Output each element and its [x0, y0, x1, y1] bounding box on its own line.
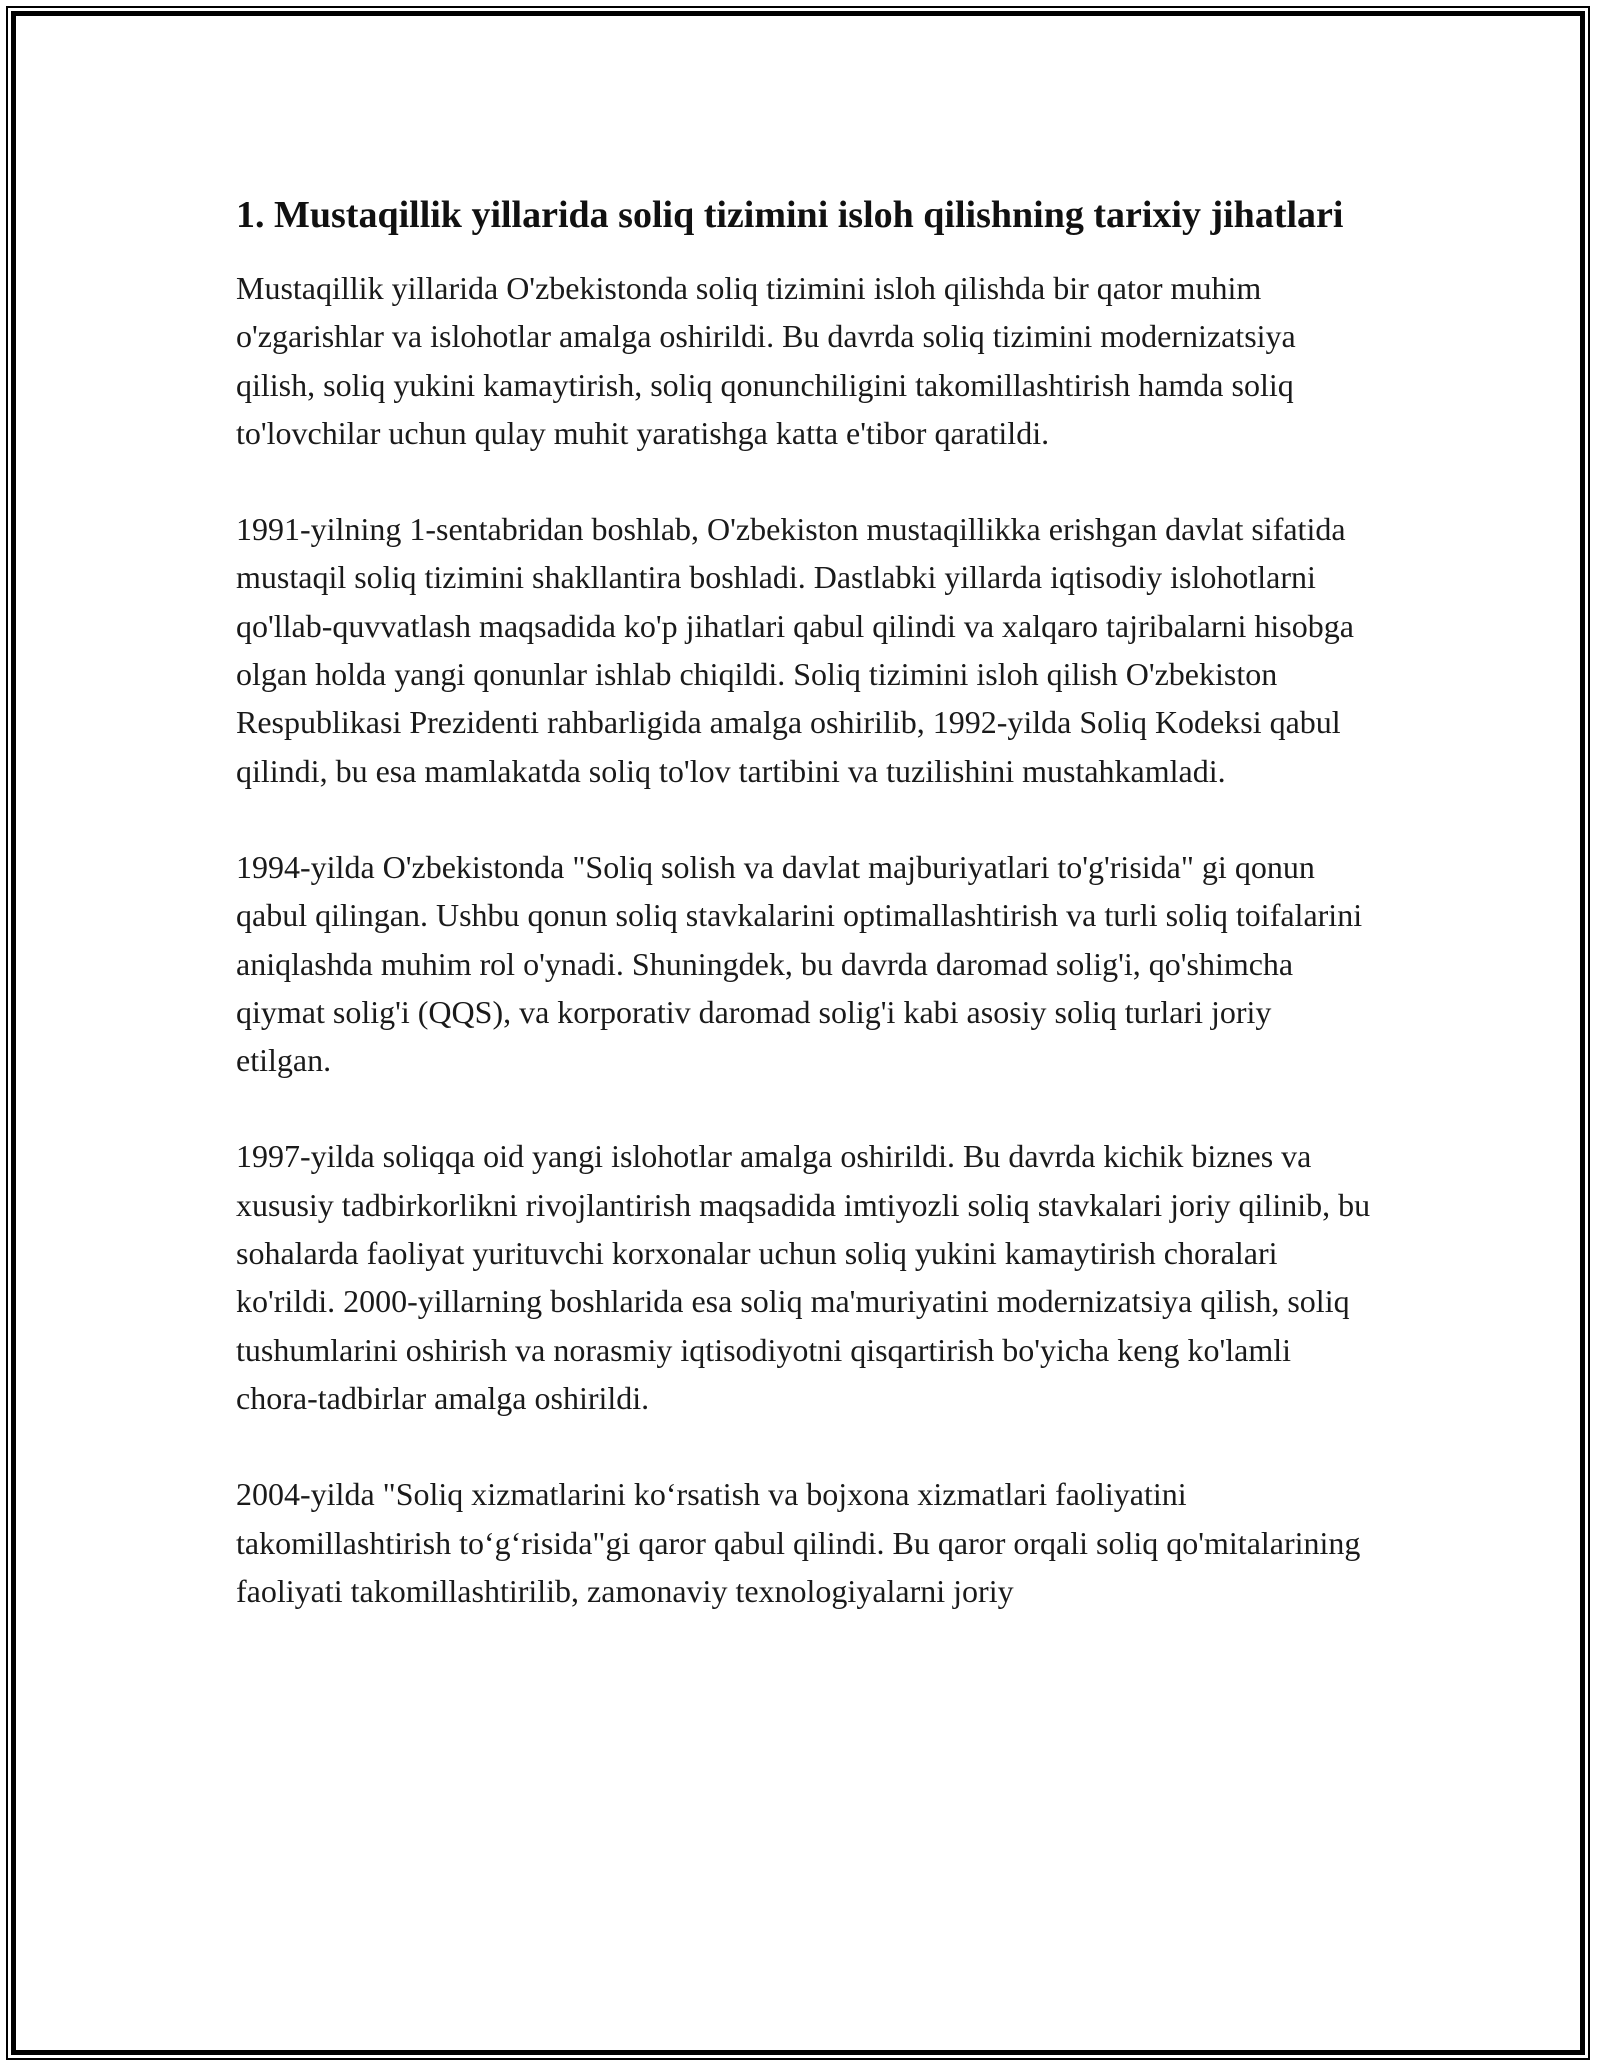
section-heading: 1. Mustaqillik yillarida soliq tizimini isloh qilishning tarixiy jihatlari [236, 194, 1344, 236]
document-body [236, 188, 1371, 1663]
paragraph-5: 2004-yilda "Soliq xizmatlarini ko‘rsatish va bojxona xizmatlari faoliyatini takomillashtirish to‘g‘risida"gi qaror qabul qilindi. Bu qaror orqali soliq qo'mitalarining faoliyati takomillashtirilib, zamonaviy texnologiyalarni joriy [236, 1476, 1361, 1609]
paragraph-1: Mustaqillik yillarida O'zbekistonda soliq tizimini isloh qilishda bir qator muhim o'zgarishlar va islohotlar amalga oshirildi. Bu davrda soliq tizimini modernizatsiya qilish, soliq yukini kamaytirish, soliq qonunchiligini takomillashtirish hamda soliq to'lovchilar uchun qulay muhit yaratishga katta e'tibor qaratildi. [236, 270, 1296, 451]
paragraph-4: 1997-yilda soliqqa oid yangi islohotlar amalga oshirildi. Bu davrda kichik biznes va xususiy tadbirkorlikni rivojlantirish maqsadida imtiyozli soliq stavkalari joriy qilinib, bu sohalarda faoliyat yurituvchi korxonalar uchun soliq yukini kamaytirish choralari ko'rildi. 2000-yillarning boshlarida esa soliq ma'muriyatini modernizatsiya qilish, soliq tushumlarini oshirish va norasmiy iqtisodiyotni qisqartirish bo'yicha keng ko'lamli chora-tadbirlar amalga oshirildi. [236, 1138, 1371, 1416]
paragraph-2: 1991-yilning 1-sentabridan boshlab, O'zbekiston mustaqillikka erishgan davlat sifatida mustaqil soliq tizimini shakllantira boshladi. Dastlabki yillarda iqtisodiy islohotlarni qo'llab-quvvatlash maqsadida ko'p jihatlari qabul qilindi va xalqaro tajribalarni hisobga olgan holda yangi qonunlar ishlab chiqildi. Soliq tizimini isloh qilish O'zbekiston Respublikasi Prezidenti rahbarligida amalga oshirilib, 1992-yilda Soliq Kodeksi qabul qilindi, bu esa mamlakatda soliq to'lov tartibini va tuzilishini mustahkamladi. [236, 511, 1354, 789]
paragraph-3: 1994-yilda O'zbekistonda "Soliq solish va davlat majburiyatlari to'g'risida" gi qonun qabul qilingan. Ushbu qonun soliq stavkalarini optimallashtirish va turli soliq toifalarini aniqlashda muhim rol o'ynadi. Shuningdek, bu davrda daromad solig'i, qo'shimcha qiymat solig'i (QQS), va korporativ daromad solig'i kabi asosiy soliq turlari joriy etilgan. [236, 848, 1363, 1079]
